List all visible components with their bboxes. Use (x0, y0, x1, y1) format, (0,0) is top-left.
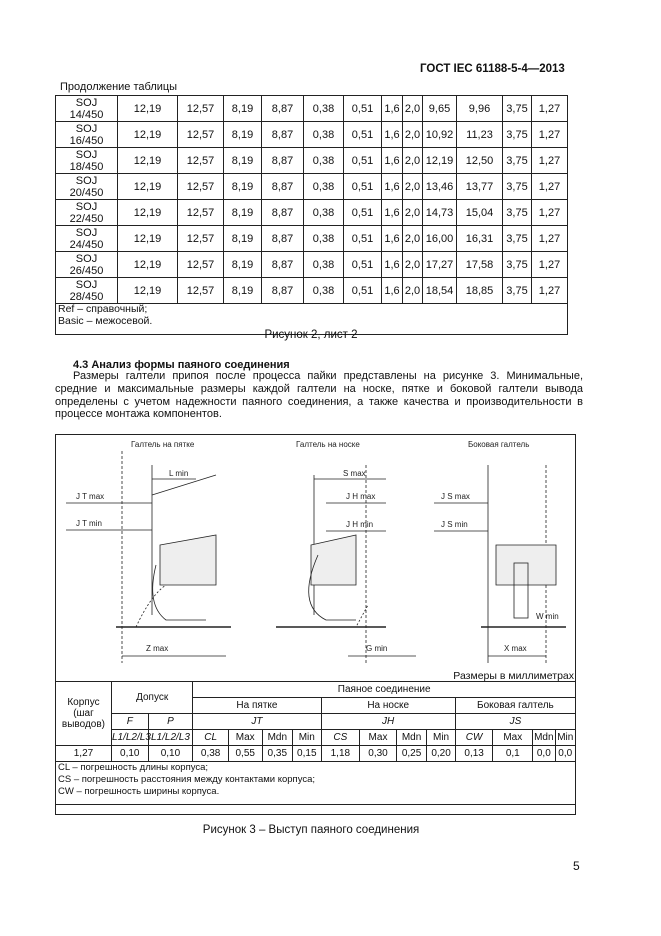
label-jt-max: J T max (76, 492, 105, 501)
label-s-max: S max (343, 469, 366, 478)
header-max: Max (360, 730, 397, 746)
package-name: SOJ 14/450 (56, 96, 118, 122)
table-row (56, 200, 568, 226)
table-cell: 0,38 (304, 148, 344, 174)
table-cell: 1,27 (532, 226, 568, 252)
table-cell: 2,0 (403, 252, 423, 278)
header-min: Min (555, 730, 576, 746)
label-l-min: L min (169, 469, 189, 478)
header-side: Боковая галтель (455, 698, 575, 714)
table-cell: 8,19 (224, 278, 262, 304)
table-cell: 8,87 (262, 252, 304, 278)
package-name: SOJ 18/450 (56, 148, 118, 174)
label-x-max: X max (504, 644, 527, 653)
table-cell: 0,51 (344, 148, 382, 174)
table-cell: 8,87 (262, 278, 304, 304)
table-cell: 8,19 (224, 122, 262, 148)
table-cell: 8,19 (224, 252, 262, 278)
table-cell: 3,75 (503, 174, 532, 200)
table-cell: 0,51 (344, 96, 382, 122)
table-cell: 2,0 (403, 200, 423, 226)
table-cell: 12,19 (118, 278, 178, 304)
table-cell: 8,87 (262, 122, 304, 148)
package-name: SOJ 24/450 (56, 226, 118, 252)
table-cell: 16,31 (457, 226, 503, 252)
header-cw: CW (455, 730, 493, 746)
heel-title: Галтель на пятке (131, 440, 195, 449)
document-code: ГОСТ IEC 61188-5-4—2013 (420, 63, 565, 75)
table-cell: 12,19 (118, 226, 178, 252)
table-cell: 2,0 (403, 96, 423, 122)
table-cell: 1,27 (532, 278, 568, 304)
table-cell: 2,0 (403, 148, 423, 174)
header-js: JS (455, 714, 575, 730)
table-cell: 2,0 (403, 174, 423, 200)
table-cell: 12,57 (178, 252, 224, 278)
table-cell: 1,6 (382, 200, 403, 226)
table-cell: 12,19 (118, 252, 178, 278)
table-cell: 12,19 (118, 122, 178, 148)
label-jh-max: J H max (346, 492, 376, 501)
table-cell: 0,35 (262, 746, 293, 762)
table-cell: 0,51 (344, 278, 382, 304)
table-cell: 3,75 (503, 226, 532, 252)
table-row (56, 252, 568, 278)
table-cell: 1,6 (382, 226, 403, 252)
table-cell: 13,46 (423, 174, 457, 200)
header-mdn: Mdn (396, 730, 427, 746)
table-row (56, 122, 568, 148)
table-cell: 1,27 (56, 746, 112, 762)
table-row (56, 174, 568, 200)
table-cell: 0,38 (304, 122, 344, 148)
side-title: Боковая галтель (468, 440, 530, 449)
table-row (56, 148, 568, 174)
package-name: SOJ 28/450 (56, 278, 118, 304)
solder-fillet-drawing (56, 435, 575, 675)
header-f-sub: L1/L2/L3 (111, 730, 148, 746)
table-cell: 12,19 (118, 148, 178, 174)
table-cell: 0,1 (493, 746, 533, 762)
header-package: Корпус (шаг выводов) (56, 682, 112, 746)
table-cell: 0,13 (455, 746, 493, 762)
package-name: SOJ 22/450 (56, 200, 118, 226)
table-cell: 0,0 (555, 746, 576, 762)
table-cell: 15,04 (457, 200, 503, 226)
table-cell: 0,51 (344, 252, 382, 278)
table-cell: 2,0 (403, 226, 423, 252)
table-cell: 8,87 (262, 226, 304, 252)
table-cell: 12,19 (118, 96, 178, 122)
table-cell: 8,87 (262, 148, 304, 174)
table-cell: 3,75 (503, 200, 532, 226)
table-cell: 0,10 (111, 746, 148, 762)
table-cell: 12,57 (178, 96, 224, 122)
header-mdn: Mdn (533, 730, 555, 746)
section-heading: 4.3 Анализ формы паяного соединения (73, 359, 290, 371)
table-cell: 0,38 (304, 174, 344, 200)
table-note: Ref – справочный; Basic – межосевой. (56, 304, 568, 335)
table-cell: 12,57 (178, 148, 224, 174)
label-g-min: G min (366, 644, 388, 653)
header-min: Min (427, 730, 455, 746)
table-row (56, 96, 568, 122)
header-tolerance: Допуск (111, 682, 192, 714)
table-cell: 0,51 (344, 226, 382, 252)
land-pattern-table (55, 95, 568, 335)
table-cell: 12,50 (457, 148, 503, 174)
header-f: F (111, 714, 148, 730)
table-cell: 1,6 (382, 174, 403, 200)
table-continuation-label: Продолжение таблицы (60, 81, 178, 93)
table-cell: 0,10 (148, 746, 193, 762)
label-js-max: J S max (441, 492, 470, 501)
table-cell: 0,51 (344, 122, 382, 148)
table-cell: 8,87 (262, 200, 304, 226)
label-z-max: Z max (146, 644, 169, 653)
table-cell: 1,18 (321, 746, 360, 762)
table-cell: 12,57 (178, 174, 224, 200)
solder-joint-table (55, 681, 576, 805)
table-cell: 1,27 (532, 148, 568, 174)
table-cell: 18,85 (457, 278, 503, 304)
table-notes: CL – погрешность длины корпуса; CS – погрешность расстояния между контактами корпуса; CW – погрешность ширины корпуса. (56, 762, 576, 805)
table-cell: 10,92 (423, 122, 457, 148)
table-cell: 13,77 (457, 174, 503, 200)
table-cell: 17,58 (457, 252, 503, 278)
table-cell: 1,27 (532, 96, 568, 122)
header-cl: CL (193, 730, 229, 746)
table-cell: 12,57 (178, 278, 224, 304)
table-cell: 0,51 (344, 200, 382, 226)
header-max: Max (493, 730, 533, 746)
table-cell: 0,20 (427, 746, 455, 762)
table-cell: 12,57 (178, 122, 224, 148)
label-jt-min: J T min (76, 519, 102, 528)
table-cell: 8,19 (224, 200, 262, 226)
table-cell: 2,0 (403, 278, 423, 304)
table-cell: 11,23 (457, 122, 503, 148)
header-p-sub: L1/L2/L3 (148, 730, 193, 746)
table-cell: 1,6 (382, 252, 403, 278)
header-jh: JH (321, 714, 455, 730)
table-cell: 3,75 (503, 148, 532, 174)
header-cs: CS (321, 730, 360, 746)
section-paragraph: Размеры галтели припоя после процесса пайки представлены на рисунке 3. Минимальные, средние и максимальные размеры каждой галтели на носке, пятке и боковой галтели вывода определены с учетом надежности паяного соединения, а также качества и производительности в процессе монтажа компонентов. (55, 370, 583, 421)
table-cell: 9,96 (457, 96, 503, 122)
table-cell: 0,51 (344, 174, 382, 200)
table-cell: 0,38 (304, 226, 344, 252)
table-cell: 1,27 (532, 122, 568, 148)
header-jt: JT (193, 714, 321, 730)
figure-2-caption: Рисунок 2, лист 2 (264, 329, 358, 341)
table-row (56, 746, 576, 762)
table-cell: 8,19 (224, 148, 262, 174)
table-cell: 17,27 (423, 252, 457, 278)
table-cell: 3,75 (503, 278, 532, 304)
table-cell: 9,65 (423, 96, 457, 122)
table-cell: 12,19 (118, 174, 178, 200)
table-cell: 8,19 (224, 96, 262, 122)
table-cell: 1,27 (532, 252, 568, 278)
table-cell: 8,87 (262, 174, 304, 200)
table-cell: 8,87 (262, 96, 304, 122)
table-cell: 1,6 (382, 278, 403, 304)
table-cell: 0,38 (304, 252, 344, 278)
table-cell: 1,27 (532, 200, 568, 226)
table-cell: 0,30 (360, 746, 397, 762)
table-cell: 0,15 (293, 746, 321, 762)
table-cell: 3,75 (503, 96, 532, 122)
table-row (56, 226, 568, 252)
header-heel: На пятке (193, 698, 321, 714)
package-name: SOJ 16/450 (56, 122, 118, 148)
table-cell: 0,55 (228, 746, 262, 762)
header-max: Max (228, 730, 262, 746)
page-number: 5 (573, 859, 580, 873)
label-w-min: W min (536, 612, 559, 621)
units-note: Размеры в миллиметрах (453, 670, 574, 682)
table-cell: 1,27 (532, 174, 568, 200)
header-toe: На носке (321, 698, 455, 714)
table-cell: 0,38 (304, 96, 344, 122)
table-cell: 0,0 (533, 746, 555, 762)
table-cell: 1,6 (382, 96, 403, 122)
figure-3-caption: Рисунок 3 – Выступ паяного соединения (202, 824, 420, 836)
table-cell: 2,0 (403, 122, 423, 148)
table-cell: 0,38 (304, 200, 344, 226)
package-name: SOJ 26/450 (56, 252, 118, 278)
table-cell: 14,73 (423, 200, 457, 226)
table-cell: 3,75 (503, 252, 532, 278)
header-mdn: Mdn (262, 730, 293, 746)
table-cell: 0,38 (304, 278, 344, 304)
table-cell: 12,57 (178, 226, 224, 252)
header-min: Min (293, 730, 321, 746)
table-cell: 1,6 (382, 122, 403, 148)
table-cell: 0,38 (193, 746, 229, 762)
header-p: P (148, 714, 193, 730)
package-name: SOJ 20/450 (56, 174, 118, 200)
table-cell: 12,19 (423, 148, 457, 174)
table-cell: 1,6 (382, 148, 403, 174)
toe-title: Галтель на носке (296, 440, 360, 449)
table-cell: 18,54 (423, 278, 457, 304)
table-cell: 3,75 (503, 122, 532, 148)
table-cell: 16,00 (423, 226, 457, 252)
table-cell: 8,19 (224, 226, 262, 252)
table-cell: 8,19 (224, 174, 262, 200)
table-cell: 12,19 (118, 200, 178, 226)
table-cell: 12,57 (178, 200, 224, 226)
table-cell: 0,25 (396, 746, 427, 762)
header-joint: Паяное соединение (193, 682, 576, 698)
label-jh-min: J H min (346, 520, 374, 529)
label-js-min: J S min (441, 520, 468, 529)
table-row (56, 278, 568, 304)
